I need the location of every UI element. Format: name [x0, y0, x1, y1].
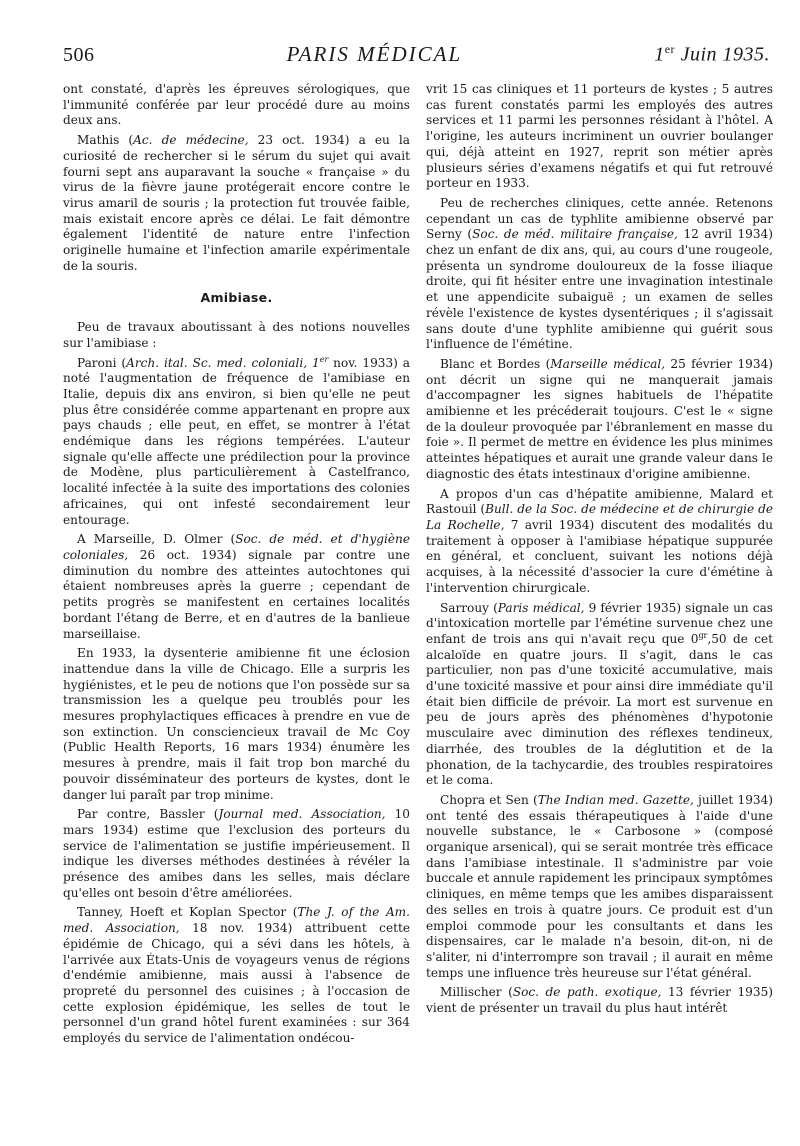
paragraph-chopra: Chopra et Sen (The Indian med. Gazette, juillet 1934) ont tenté des essais thérapeutiques à l'aide d'une nouvelle substance, le « Carbosone » (composé organique arsenical), qui se serait montrée très efficace dans l'amibiase intestinale. Il s'administre par voie buccale et annule rapidement les principaux symptômes cliniques, en même temps que les amibes disparaissent des selles en trois à quatre jours. Ce produit est d'un emploi commode pour les consultants et dans les dispensaires, car le malade n'a besoin, dit-on, ni de s'aliter, ni d'interrompre son travail ; il aurait en même temps une influence très heureuse sur l'état général. [426, 792, 773, 980]
paragraph-millischer: Millischer (Soc. de path. exotique, 13 février 1935) vient de présenter un travail du plus haut intérêt [426, 985, 773, 1016]
citation: Soc. de path. exotique, [512, 985, 662, 1000]
text-columns [63, 82, 773, 1132]
citation: Paris médical, [497, 600, 585, 615]
citation: Soc. de méd. et d'hygiène coloniales, [63, 532, 410, 562]
issue-day-suffix: er [664, 42, 676, 57]
paragraph-bassler: Par contre, Bassler (Journal med. Association, 10 mars 1934) estime que l'exclusion des porteurs du service de l'alimentation se justifie impérieusement. Il indique les diverses méthodes destinées à révéler la présence des amibes dans les selles, mais déclare qu'elles ont besoin d'être améliorées. [63, 807, 410, 900]
issue-rest: Juin 1935. [680, 44, 770, 66]
paragraph: ont constaté, d'après les épreuves sérologiques, que l'immunité conférée par leur procédé dure au moins deux ans. [63, 82, 410, 128]
paragraph-olmer: A Marseille, D. Olmer (Soc. de méd. et d'hygiène coloniales, 26 oct. 1934) signale par contre une diminution du nombre des atteintes autochtones qui étaient nombreuses après la guerre ; cependant de petits progrès se manifestent en certaines localités bordant l'étang de Berre, et en d'autres de la banlieue marseillaise. [63, 532, 410, 641]
issue-day: 1 [654, 44, 665, 66]
paragraph: vrit 15 cas cliniques et 11 porteurs de kystes ; 5 autres cas furent constatés parmi les employés des autres services et 11 parmi les personnes résidant à l'hôtel. A l'origine, les auteurs incriminent un ouvrier boulanger qui, déjà atteint en 1927, reprit son métier après plusieurs séries d'examens négatifs et qui fut retrouvé porteur en 1933. [426, 82, 773, 191]
citation: The Indian med. Gazette, [537, 792, 694, 807]
citation: Soc. de méd. militaire française, [472, 227, 678, 242]
paragraph-sarrouy: Sarrouy (Paris médical, 9 février 1935) signale un cas d'intoxication mortelle par l'émétine survenue chez une enfant de trois ans qui n'avait reçu que $0^{gr},50$ de cet alcaloïde en quatre jours. Il s'agit, dans le cas particulier, non pas d'une toxicité accumulative, mais d'une toxicité massive et pour ainsi dire immédiate qu'il était bien difficile de prévoir. La mort est survenue en peu de jours après des phénomènes d'hypotonie musculaire avec diminution des réflexes tendineux, diarrhée, des troubles de la déglutition et de la phonation, de la tachycardie, des troubles respiratoires et le coma. [426, 600, 773, 788]
issue-date [654, 42, 770, 67]
paragraph-chicago: En 1933, la dysenterie amibienne fit une éclosion inattendue dans la ville de Chicago. Elle a surpris les hygiénistes, et le peu de notions que l'on possède sur sa transmission les a quelque peu troublés pour les mesures prophylactiques efficaces à prendre en vue de son extinction. Un consciencieux travail de Mc Coy (Public Health Reports, 16 mars 1934) énumère les mesures à prendre, mais il fait trop bon marché du pouvoir disséminateur des porteurs de kystes, dont le danger lui paraît par trop minime. [63, 646, 410, 802]
citation: Ac. de médecine, [133, 133, 249, 148]
citation: Journal med. Association, [218, 807, 386, 822]
citation: Bull. de la Soc. de médecine et de chirurgie de La Rochelle, [426, 502, 773, 532]
paragraph-paroni: Paroni (Arch. ital. Sc. med. coloniali, 1er nov. 1933) a noté l'augmentation de fréquence de l'amibiase en Italie, depuis dix ans environ, si bien qu'elle ne peut plus être considérée comme appartenant en propre aux pays chauds ; elle peut, en effet, se montrer à l'état endémique dans les régions tempérées. L'auteur signale qu'elle affecte une prédilection pour la province de Modène, plus particulièrement à Castelfranco, localité infectée à la suite des importations des colonies africaines, qui ont infesté secondairement leur entourage. [63, 354, 410, 527]
journal-title: PARIS MÉDICAL [286, 42, 463, 66]
citation: Marseille médical, [550, 356, 666, 371]
running-header [63, 42, 770, 80]
page-number: 506 [63, 44, 95, 66]
right-column [426, 82, 773, 1132]
paragraph-serny: Peu de recherches cliniques, cette année. Retenons cependant un cas de typhlite amibienne observé par Serny (Soc. de méd. militaire française, 12 avril 1934) chez un enfant de dix ans, qui, au cours d'une rougeole, présenta un syndrome douloureux de la fosse iliaque droite, qui fit hésiter entre une invagination intestinale et une appendicite subaiguë ; un examen de selles révèle l'existence de kystes dysentériques ; il s'agissait sans doute d'une typhlite amibienne qui guérit sous l'influence de l'émétine. [426, 195, 773, 352]
citation: Arch. ital. Sc. med. coloniali, 1er [126, 354, 329, 370]
paragraph: Peu de travaux aboutissant à des notions nouvelles sur l'amibiase : [63, 320, 410, 350]
paragraph-blanc: Blanc et Bordes (Marseille médical, 25 février 1934) ont décrit un signe qui ne manquerait jamais d'accompagner les signes habituels de l'hépatite amibienne et les précéderait toujours. C'est le « signe de la douleur provoquée par l'ébranlement en masse du foie ». Il permet de mettre en évidence les plus minimes atteintes hépatiques et aurait une grande valeur dans le diagnostic des états intestinaux d'origine amibienne. [426, 356, 773, 481]
left-column [63, 82, 410, 1132]
paragraph-mathis: Mathis (Ac. de médecine, 23 oct. 1934) a eu la curiosité de rechercher si le sérum du sujet qui avait fourni sept ans auparavant la souche « française » du virus de la fièvre jaune protégerait encore contre le virus amaril de souris ; la protection fut trouvée faible, mais existait encore après ce délai. Le fait démontre également l'identité de nature entre l'infection originelle humaine et l'infection amarile expérimentale de la souris. [63, 133, 410, 273]
citation: The J. of the Am. med. Association, [63, 905, 410, 936]
section-heading: Amibiase. [200, 290, 273, 306]
paragraph-tanney: Tanney, Hoeft et Koplan Spector (The J. of the Am. med. Association, 18 nov. 1934) attribuent cette épidémie de Chicago, qui a sévi dans les hôtels, à l'arrivée aux États-Unis de voyageurs venus de régions d'endémie amibienne, mais aussi à l'absence de propreté du personnel des cuisines ; à l'occasion de cette explosion épidémique, les selles de tout le personnel d'un grand hôtel furent examinées : sur 364 employés du service de l'alimentation ondécou- [63, 905, 410, 1046]
paragraph-malard: A propos d'un cas d'hépatite amibienne, Malard et Rastouil (Bull. de la Soc. de médecine et de chirurgie de La Rochelle, 7 avril 1934) discutent des modalités du traitement à opposer à l'amibiase hépatique suppurée en général, et concluent, suivant les notions déjà acquises, à la nécessité d'associer la cure d'émétine à l'intervention chirurgicale. [426, 486, 773, 595]
